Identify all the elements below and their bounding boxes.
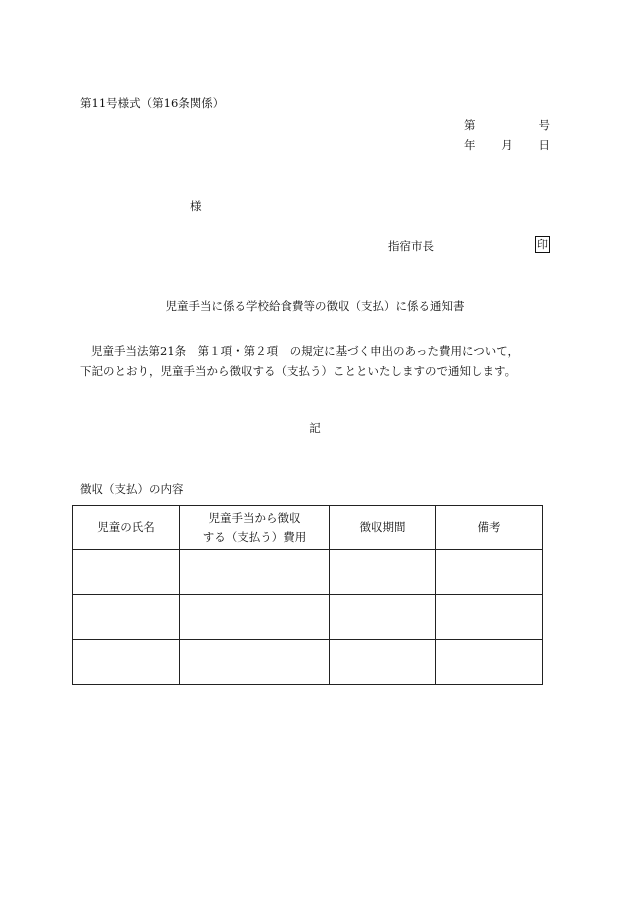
table-row <box>73 550 543 595</box>
body-line-1: 児童手当法第21条 第１項・第２項 の規定に基づく申出のあった費用について， <box>91 344 520 358</box>
cell-period <box>330 550 436 595</box>
cell-remarks <box>436 595 543 640</box>
header-amount <box>180 506 330 550</box>
cell-child-name <box>73 550 180 595</box>
cell-remarks <box>436 640 543 685</box>
date-day: 日 <box>538 138 550 152</box>
date-year: 年 <box>464 138 476 152</box>
header-amount-line2: する（支払う）費用 <box>202 529 307 544</box>
form-number: 第11号様式（第16条関係） <box>80 96 225 110</box>
header-child-name: 児童の氏名 <box>73 506 180 550</box>
document-title: 児童手当に係る学校給食費等の徴収（支払）に係る通知書 <box>165 299 465 313</box>
table-row <box>73 640 543 685</box>
seal-mark: 印 <box>537 238 548 251</box>
number-suffix: 号 <box>538 118 550 132</box>
ki-heading: 記 <box>309 421 321 435</box>
cell-period <box>330 595 436 640</box>
cell-remarks <box>436 550 543 595</box>
date-month: 月 <box>501 138 513 152</box>
body-text <box>80 341 550 381</box>
table-row <box>73 595 543 640</box>
header-remarks: 備考 <box>436 506 543 550</box>
table-header-row <box>73 506 543 550</box>
cell-amount <box>180 550 330 595</box>
header-amount-line1: 児童手当から徴収 <box>208 510 301 525</box>
body-line-2: 下記のとおり，児童手当から徴収する（支払う）ことといたしますので通知します。 <box>80 364 517 378</box>
date-line <box>464 140 550 152</box>
cell-amount <box>180 595 330 640</box>
number-prefix: 第 <box>464 118 476 132</box>
header-period: 徴収期間 <box>330 506 436 550</box>
cell-child-name <box>73 640 180 685</box>
cell-child-name <box>73 595 180 640</box>
cell-amount <box>180 640 330 685</box>
cell-period <box>330 640 436 685</box>
document-number-line <box>464 120 550 132</box>
sender-name: 指宿市長 <box>388 239 434 253</box>
content-table <box>72 505 543 685</box>
addressee-suffix: 様 <box>190 199 202 213</box>
section-title: 徴収（支払）の内容 <box>80 482 184 496</box>
